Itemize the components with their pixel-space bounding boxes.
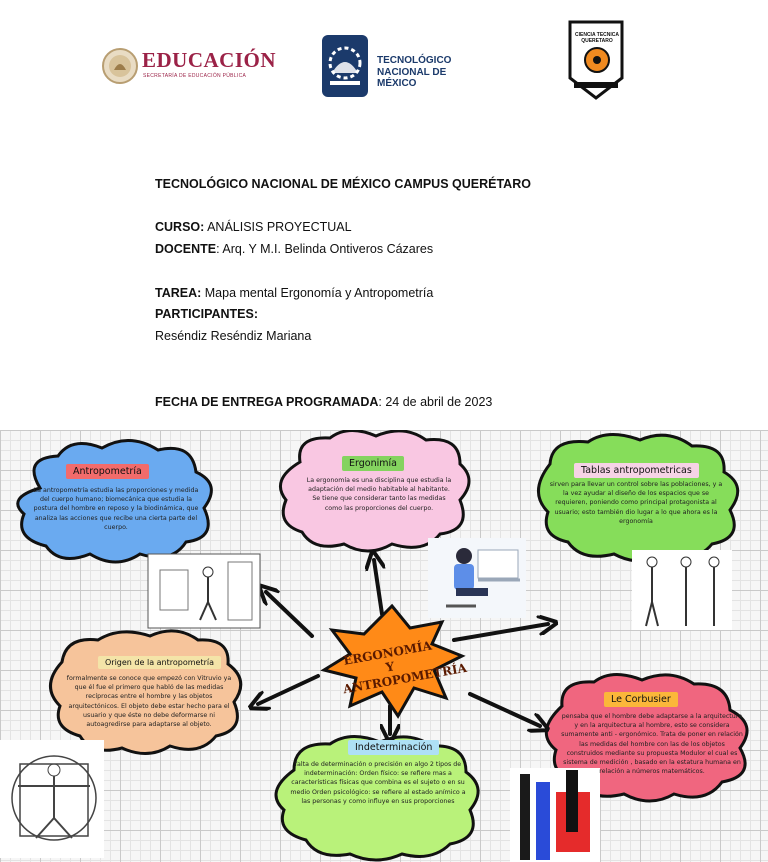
tecnm-eagle-gear-icon (320, 33, 370, 99)
tecnm-line2: NACIONAL DE MÉXICO (377, 67, 447, 89)
due-value: : 24 de abril de 2023 (378, 395, 493, 409)
anthropometric-figures-image (632, 550, 732, 630)
node-indeterminacion-text: falta de determinación o precisión en algo 2 tipos de indeterminación: Orden físico: se refiere mas a características físicas que combina es el sujeto o en su medio Orden psicológico: se refiere al estado anímico a las personas y como influye en sus proporciones (290, 761, 466, 805)
campus-seal-text: CIENCIA TECNICA QUERETARO (575, 32, 619, 44)
teacher-line (155, 242, 433, 256)
course-value: ANÁLISIS PROYECTUAL (204, 220, 352, 234)
tecnm-logo (320, 33, 480, 101)
task-value: Mapa mental Ergonomía y Antropometría (201, 286, 434, 300)
mind-map (0, 430, 768, 862)
arrow-to-origen (258, 676, 318, 704)
ergonomic-workstation-image (428, 538, 526, 618)
arrow-to-corbusier (470, 694, 540, 726)
teacher-label: DOCENTE (155, 242, 217, 256)
arrow-to-tablas (454, 624, 548, 640)
task-label: TAREA: (155, 286, 202, 300)
center-title: ERGONOMÍA Y ANTROPOMETRÍA (341, 638, 468, 697)
node-ergonomia-text: La ergonomía es una disciplina que estudia la adaptación del medio habitable al habitante. Se tiene que considerar tanto las medidas como las proporciones del cuerpo. (306, 477, 452, 512)
arrow-to-ergonomia (374, 560, 382, 614)
campus-shield-icon (564, 18, 628, 102)
course-line (155, 220, 352, 234)
arrow-to-antropometria (266, 592, 312, 636)
anthropometry-drawing-image (148, 554, 260, 628)
mexico-eagle-seal-icon (100, 46, 140, 86)
due-label: FECHA DE ENTREGA PROGRAMADA (155, 395, 379, 409)
node-ergonomia-title: Ergonimía (342, 456, 404, 471)
participants-value: Reséndiz Reséndiz Mariana (155, 329, 312, 343)
node-origen-text: formalmente se conoce que empezó con Vitruvio ya que él fue el primero que habló de las medidas recíprocas entre el hombre y las objetos arquitectónicos. El objeto debe estar hecho para el usuario y que éste no debe deformarse ni autoagredirse para adaptarse al objeto. (66, 675, 232, 729)
node-indeterminacion-title: Indeterminación (348, 740, 439, 755)
node-corbusier-title: Le Corbusier (604, 692, 678, 707)
tecnm-line1: TECNOLÓGICO (377, 55, 452, 66)
task-line (155, 286, 433, 300)
node-antropometria-title: Antropometría (66, 464, 149, 479)
sep-logo (100, 46, 280, 86)
node-origen-title: Origen de la antropometría (98, 656, 221, 669)
modulor-image (510, 768, 600, 862)
sep-logo-name: EDUCACIÓN (142, 48, 277, 72)
node-tablas-title: Tablas antropometricas (574, 463, 699, 478)
participants-label: PARTICIPANTES: (155, 307, 259, 321)
sep-logo-subtitle: SECRETARÍA DE EDUCACIÓN PÚBLICA (143, 73, 247, 79)
teacher-value: : Arq. Y M.I. Belinda Ontiveros Cázares (216, 242, 434, 256)
node-corbusier-text: pensaba que el hombre debe adaptarse a la arquitectura y en la arquitectura al hombre, esto se considera sumamente anti - ergonómico. Trata de poner en relación las medidas del hombre con las de los objetos construidos mediante su propuesta Modulor el cual es sistema de medición , basado en la estatura humana en relación a números matemáticos. (561, 713, 743, 776)
due-date-line (155, 395, 492, 409)
node-tablas-text: sirven para llevar un control sobre las poblaciones, y a la vez ayudar al diseño de los espacios que se requieren, poniendo como principal protagonista al usuario; esto también dio lugar a lo que ahora es la ergonomía (549, 481, 723, 525)
campus-seal-logo (564, 18, 628, 102)
node-antropometria-text: La antropometría estudia las proporciones y medida del cuerpo humano; biomecánica que estudia la postura del hombre en reposo y la biodinámica, que analiza las acciones que recibe una cierta parte del cuerpo. (33, 487, 199, 531)
vitruvian-man-image (0, 740, 104, 858)
institution-name: TECNOLÓGICO NACIONAL DE MÉXICO CAMPUS QUERÉTARO (155, 177, 531, 191)
course-label: CURSO: (155, 220, 205, 234)
